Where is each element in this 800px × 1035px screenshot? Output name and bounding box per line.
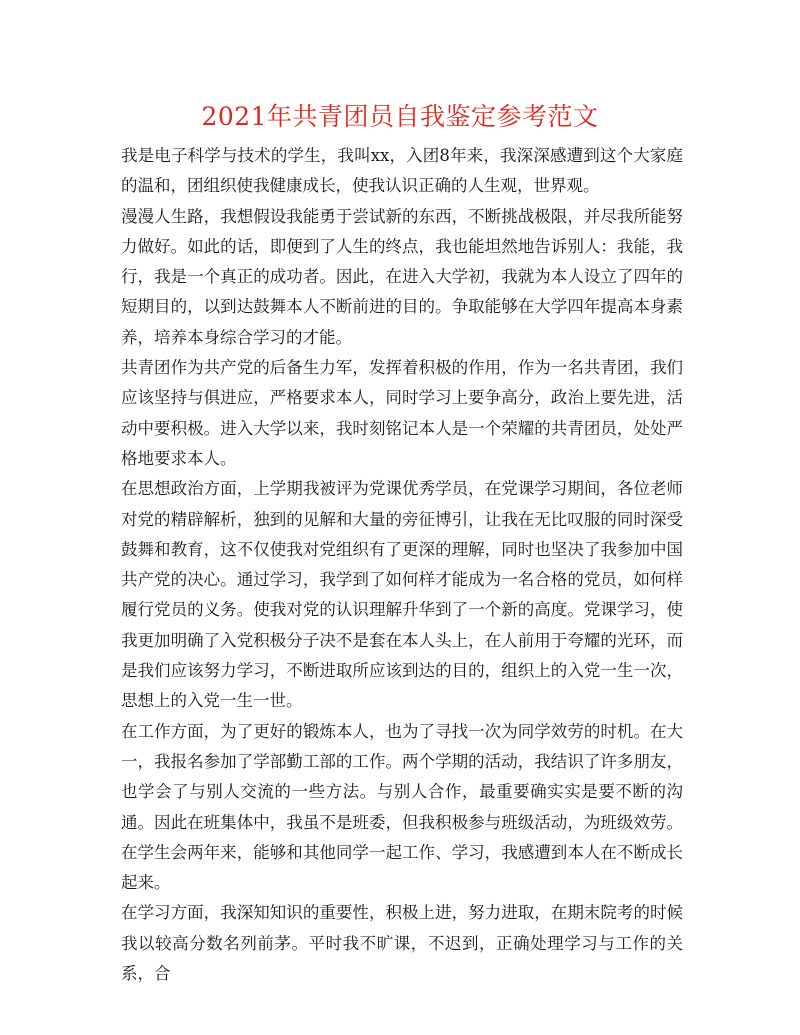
document-body	[121, 141, 683, 989]
paragraph-political-thought: 在思想政治方面，上学期我被评为党课优秀学员，在党课学习期间，各位老师对党的精辟解析，独到的见解和大量的旁征博引，让我在无比叹服的同时深受鼓舞和教育，这不仅使我对党组织有了更深的理解，同时也坚决了我参加中国共产党的决心。通过学习，我学到了如何样才能成为一名合格的党员，如何样履行党员的义务。使我对党的认识理解升华到了一个新的高度。党课学习，使我更加明确了入党积极分子决不是套在本人头上，在人前用于夸耀的光环，而是我们应该努力学习，不断进取所应该到达的目的，组织上的入党一生一次，思想上的入党一生一世。	[121, 479, 683, 711]
paragraph-intro: 我是电子科学与技术的学生，我叫xx，入团8年来，我深深感遭到这个大家庭的温和，团组织使我健康成长，使我认识正确的人生观，世界观。	[121, 146, 683, 196]
paragraph-work: 在工作方面，为了更好的锻炼本人，也为了寻找一次为同学效劳的时机。在大一，我报名参加了学部勤工部的工作。两个学期的活动，我结识了许多朋友，也学会了与别人交流的一些方法。与别人合作，最重要确实实是要不断的沟通。因此在班集体中，我虽不是班委，但我积极参与班级活动，为班级效劳。在学生会两年来，能够和其他同学一起工作、学习，我感遭到本人在不断成长起来。	[121, 721, 683, 893]
document-title: 2021年共青团员自我鉴定参考范文	[201, 102, 599, 131]
paragraph-life-goals: 漫漫人生路，我想假设我能勇于尝试新的东西，不断挑战极限，并尽我所能努力做好。如此的话，即便到了人生的终点，我也能坦然地告诉别人：我能，我行，我是一个真正的成功者。因此，在进入大学初，我就为本人设立了四年的短期目的，以到达鼓舞本人不断前进的目的。争取能够在大学四年提高本身素养，培养本身综合学习的才能。	[121, 206, 683, 347]
paragraph-study: 在学习方面，我深知知识的重要性，积极上进，努力进取，在期末院考的时候我以较高分数名列前茅。平时我不旷课，不迟到，正确处理学习与工作的关系，合	[121, 903, 683, 984]
paragraph-youth-league: 共青团作为共产党的后备生力军，发挥着积极的作用，作为一名共青团，我们应该坚持与俱进应，严格要求本人，同时学习上要争高分，政治上要先进，活动中要积极。进入大学以来，我时刻铭记本人是一个荣耀的共青团员，处处严格地要求本人。	[121, 358, 683, 468]
